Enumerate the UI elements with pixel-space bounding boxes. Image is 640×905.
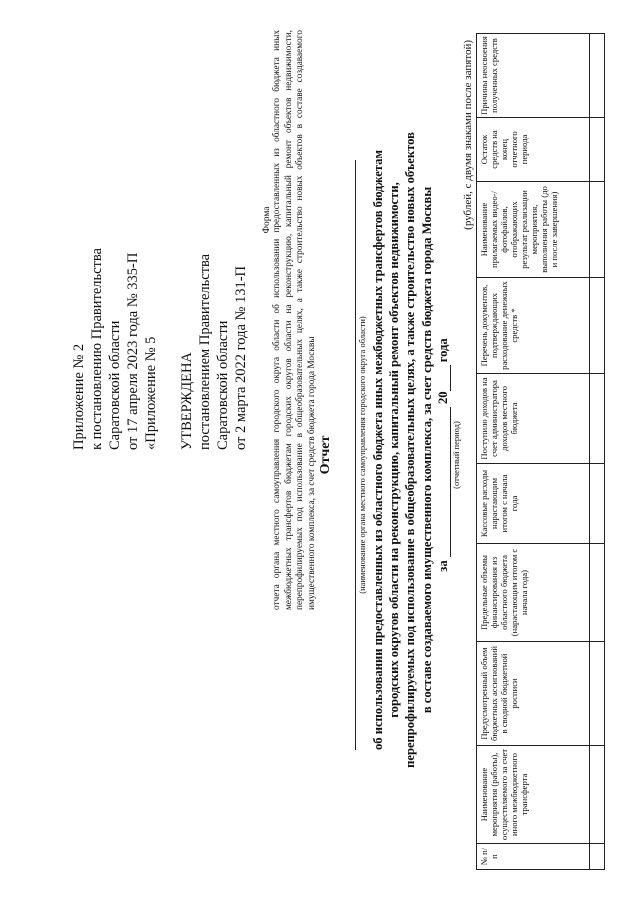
report-table xyxy=(476,33,605,870)
table-cell xyxy=(590,278,605,374)
table-cell xyxy=(590,464,605,544)
table-cell xyxy=(590,844,605,870)
period-suffix: года xyxy=(436,338,450,363)
table-cell xyxy=(590,544,605,642)
heading-line: городских округов области на реконструкцию, капитальный ремонт объектов недвижимости, xyxy=(387,182,402,718)
table-cell xyxy=(590,746,605,844)
table-cell xyxy=(590,34,605,118)
approval-line: «Приложение № 5 xyxy=(143,336,159,450)
table-cell xyxy=(590,374,605,464)
column-header: Поступило доходов на счет администратора доходов местного бюджета xyxy=(477,374,590,464)
heading-line: об использовании предоставленных из областного бюджета иных межбюджетных трансфертов бюджетам xyxy=(371,149,385,751)
report-period xyxy=(435,30,451,880)
period-blank xyxy=(435,407,451,557)
appendix-line: от 17 апреля 2023 года № 335-П xyxy=(125,252,141,450)
period-caption: (отчетный период) xyxy=(451,421,461,489)
period-prefix: за xyxy=(436,560,450,572)
approval-line: от 2 марта 2022 года № 131-П xyxy=(233,265,249,450)
form-label: Форма xyxy=(262,206,272,234)
org-name-line xyxy=(345,160,356,750)
period-year-prefix: 20 xyxy=(436,391,450,405)
appendix-line: Приложение № 2 xyxy=(71,343,87,450)
approval-line: постановлением Правительства xyxy=(197,253,213,450)
column-header: Причины неосвоения полученных средств xyxy=(477,34,590,118)
period-year-blank xyxy=(435,365,451,391)
column-header: Наименование прилагаемых видео-/фотофайлов, отображающих результат реализации мероприятия, выполнения работы (до и после завершения) xyxy=(477,182,590,278)
column-header: Кассовые расходы нарастающим итогом с начала года xyxy=(477,464,590,544)
table-cell xyxy=(590,182,605,278)
form-description: отчета органа местного самоуправления городского округа области об использовании предоставленных из областного бюджета иных межбюджетных трансфертов бюджетам городских округов области на реконструкцию, капитальный ремонт объектов недвижимости, перепрофилируемых под использование в общеобразовательных целях, а также строительство новых объектов в составе создаваемого имущественного комплекса, за счет средств бюджета города Москвы xyxy=(272,30,317,610)
approval-line: УТВЕРЖДЕНА xyxy=(179,352,195,450)
appendix-line: к постановлению Правительства xyxy=(89,248,105,450)
report-title: Отчет xyxy=(318,435,333,475)
appendix-line: Саратовской области xyxy=(107,320,123,450)
approval-line xyxy=(160,30,178,450)
table-cell xyxy=(590,642,605,746)
org-name-caption: (наименование органа местного самоуправления городского округа области) xyxy=(357,316,367,594)
column-header: Предусмотренный объем бюджетных ассигнований в сводной бюджетной росписи xyxy=(477,642,590,746)
column-header: № п/п xyxy=(477,844,590,870)
table-header-row xyxy=(477,34,590,870)
column-header: Предельные объемы финансирования из областного бюджета (нарастающим итогом с начала года) xyxy=(477,544,590,642)
heading-line: в составе создаваемого имущественного комплекса, за счет средств бюджета города Москвы xyxy=(419,186,434,714)
appendix-block xyxy=(70,30,142,450)
approval-line: Саратовской области xyxy=(215,320,231,450)
column-header: Перечень документов, подтверждающих расходование денежных средств * xyxy=(477,278,590,374)
report-heading xyxy=(370,30,435,870)
units-note: (рублей, с двумя знаками после запятой) xyxy=(462,40,474,230)
approval-block xyxy=(142,30,250,450)
column-header: Наименование мероприятия (работы), осуществляемого за счет иного межбюджетного трансферта xyxy=(477,746,590,844)
rotated-content xyxy=(50,30,610,880)
table-cell xyxy=(590,118,605,182)
heading-line: перепрофилируемых под использование в общеобразовательных целях, а также строительство новых объектов xyxy=(403,132,418,768)
table-row xyxy=(590,34,605,870)
column-header: Остаток средств на конец отчетного периода xyxy=(477,118,590,182)
